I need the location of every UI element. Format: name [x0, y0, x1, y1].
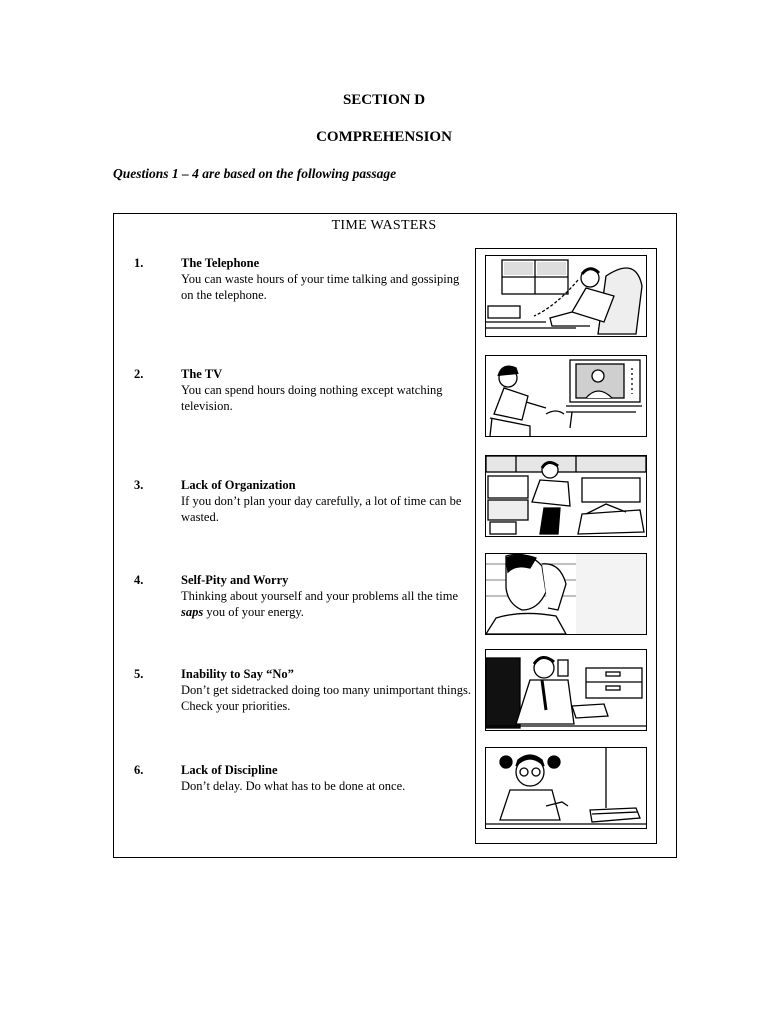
item-text-end: you of your energy. [203, 605, 304, 619]
girl-watching-tv-illustration [485, 355, 647, 437]
girl-writing-at-desk-illustration [485, 747, 647, 829]
illustration-column [475, 248, 657, 844]
item-text-start: Thinking about yourself and your problems all the time [181, 589, 459, 603]
item-number: 4. [134, 573, 144, 587]
item-text: Don’t get sidetracked doing too many unimportant things. Check your priorities. [181, 683, 472, 713]
passage-title: TIME WASTERS [331, 218, 437, 233]
man-at-desk-on-phone-illustration [485, 649, 647, 731]
item-heading: The TV [181, 367, 223, 381]
item-number: 5. [134, 667, 144, 681]
item-heading: The Telephone [181, 256, 260, 270]
item-number: 2. [134, 367, 144, 381]
worried-man-illustration [485, 553, 647, 635]
comprehension-heading: COMPREHENSION [316, 129, 452, 145]
item-number: 1. [134, 256, 144, 270]
item-text: Don’t delay. Do what has to be done at once. [181, 779, 406, 793]
item-number: 3. [134, 478, 144, 492]
item-text: You can waste hours of your time talking and gossiping on the telephone. [181, 272, 460, 302]
item-text: If you don’t plan your day carefully, a lot of time can be wasted. [181, 494, 462, 524]
item-heading: Lack of Organization [181, 478, 296, 492]
question-instructions: Questions 1 – 4 are based on the following passage [113, 166, 397, 181]
section-heading: SECTION D [342, 92, 426, 108]
item-text: You can spend hours doing nothing except watching television. [181, 383, 443, 413]
item-heading: Inability to Say “No” [181, 667, 294, 681]
passage-box [113, 213, 677, 858]
man-among-boxes-illustration [485, 455, 647, 537]
item-heading: Self-Pity and Worry [181, 573, 289, 587]
item-heading: Lack of Discipline [181, 763, 278, 777]
man-on-telephone-illustration [485, 255, 647, 337]
item-text [181, 588, 471, 620]
item-number: 6. [134, 763, 144, 777]
item-text-emphasis: saps [181, 605, 204, 619]
